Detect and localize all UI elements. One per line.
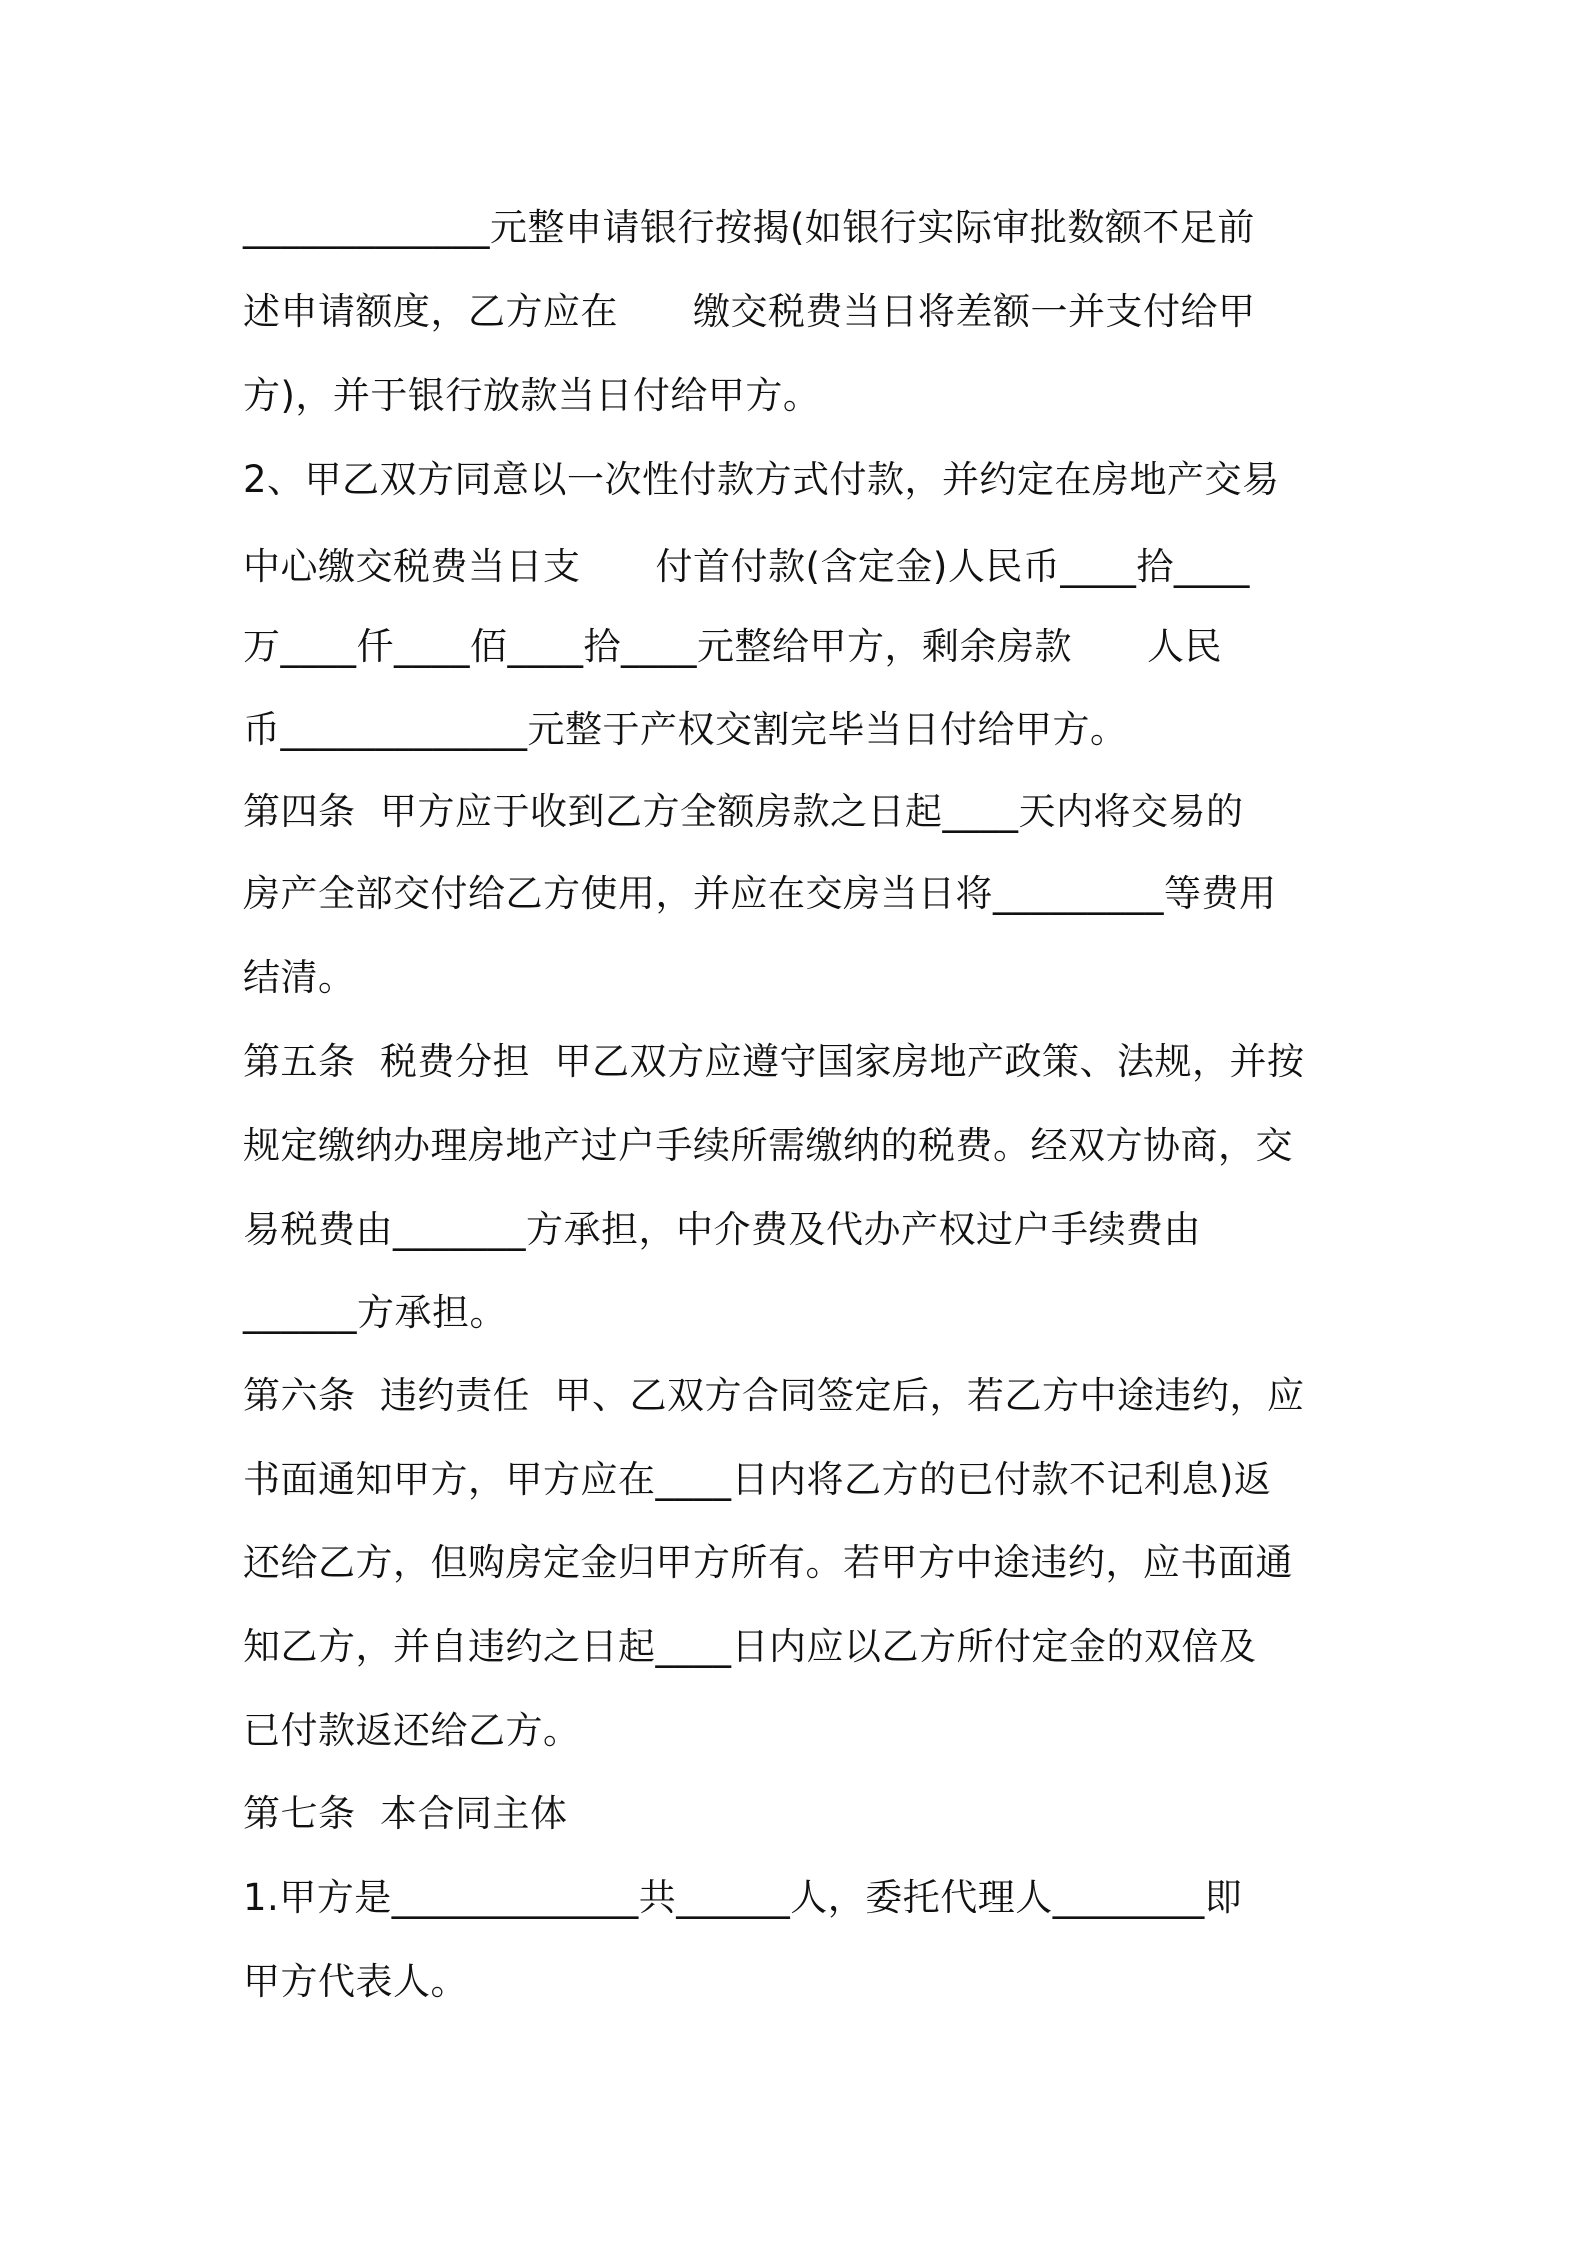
text-line: 书面通知甲方，甲方应在____日内将乙方的已付款不记利息)返 [243, 1458, 1272, 1501]
text-line: 中心缴交税费当日支 付首付款(含定金)人民币____拾____ [243, 545, 1250, 588]
article-7-heading: 第七条 本合同主体 [243, 1792, 568, 1835]
text-line: 币_____________元整于产权交割完毕当日付给甲方。 [243, 708, 1128, 751]
text-line: 甲方代表人。 [243, 1960, 468, 2003]
text-line: 1.甲方是_____________共______人，委托代理人________即 [243, 1876, 1243, 1919]
text-line: 万____仟____佰____拾____元整给甲方，剩余房款 人民 [243, 625, 1222, 668]
article-4-line: 第四条 甲方应于收到乙方全额房款之日起____天内将交易的 [243, 790, 1244, 833]
text-line: 知乙方，并自违约之日起____日内应以乙方所付定金的双倍及 [243, 1625, 1257, 1668]
text-line: 结清。 [243, 956, 356, 999]
article-5-line: 第五条 税费分担 甲乙双方应遵守国家房地产政策、法规，并按 [243, 1040, 1305, 1083]
text-line: _____________元整申请银行按揭(如银行实际审批数额不足前 [243, 206, 1255, 249]
text-line: 房产全部交付给乙方使用，并应在交房当日将_________等费用 [243, 872, 1277, 915]
article-6-line: 第六条 违约责任 甲、乙双方合同签定后，若乙方中途违约，应 [243, 1374, 1305, 1417]
text-line: 还给乙方，但购房定金归甲方所有。若甲方中途违约，应书面通 [243, 1541, 1293, 1584]
text-line: ______方承担。 [243, 1291, 507, 1334]
text-line: 已付款返还给乙方。 [243, 1709, 581, 1752]
text-line: 规定缴纳办理房地产过户手续所需缴纳的税费。经双方协商，交 [243, 1124, 1293, 1167]
text-line: 方)，并于银行放款当日付给甲方。 [243, 374, 821, 417]
text-line: 述申请额度，乙方应在 缴交税费当日将差额一并支付给甲 [243, 290, 1256, 333]
text-line: 2、甲乙双方同意以一次性付款方式付款，并约定在房地产交易 [243, 458, 1280, 501]
text-line: 易税费由_______方承担，中介费及代办产权过户手续费由 [243, 1208, 1201, 1251]
